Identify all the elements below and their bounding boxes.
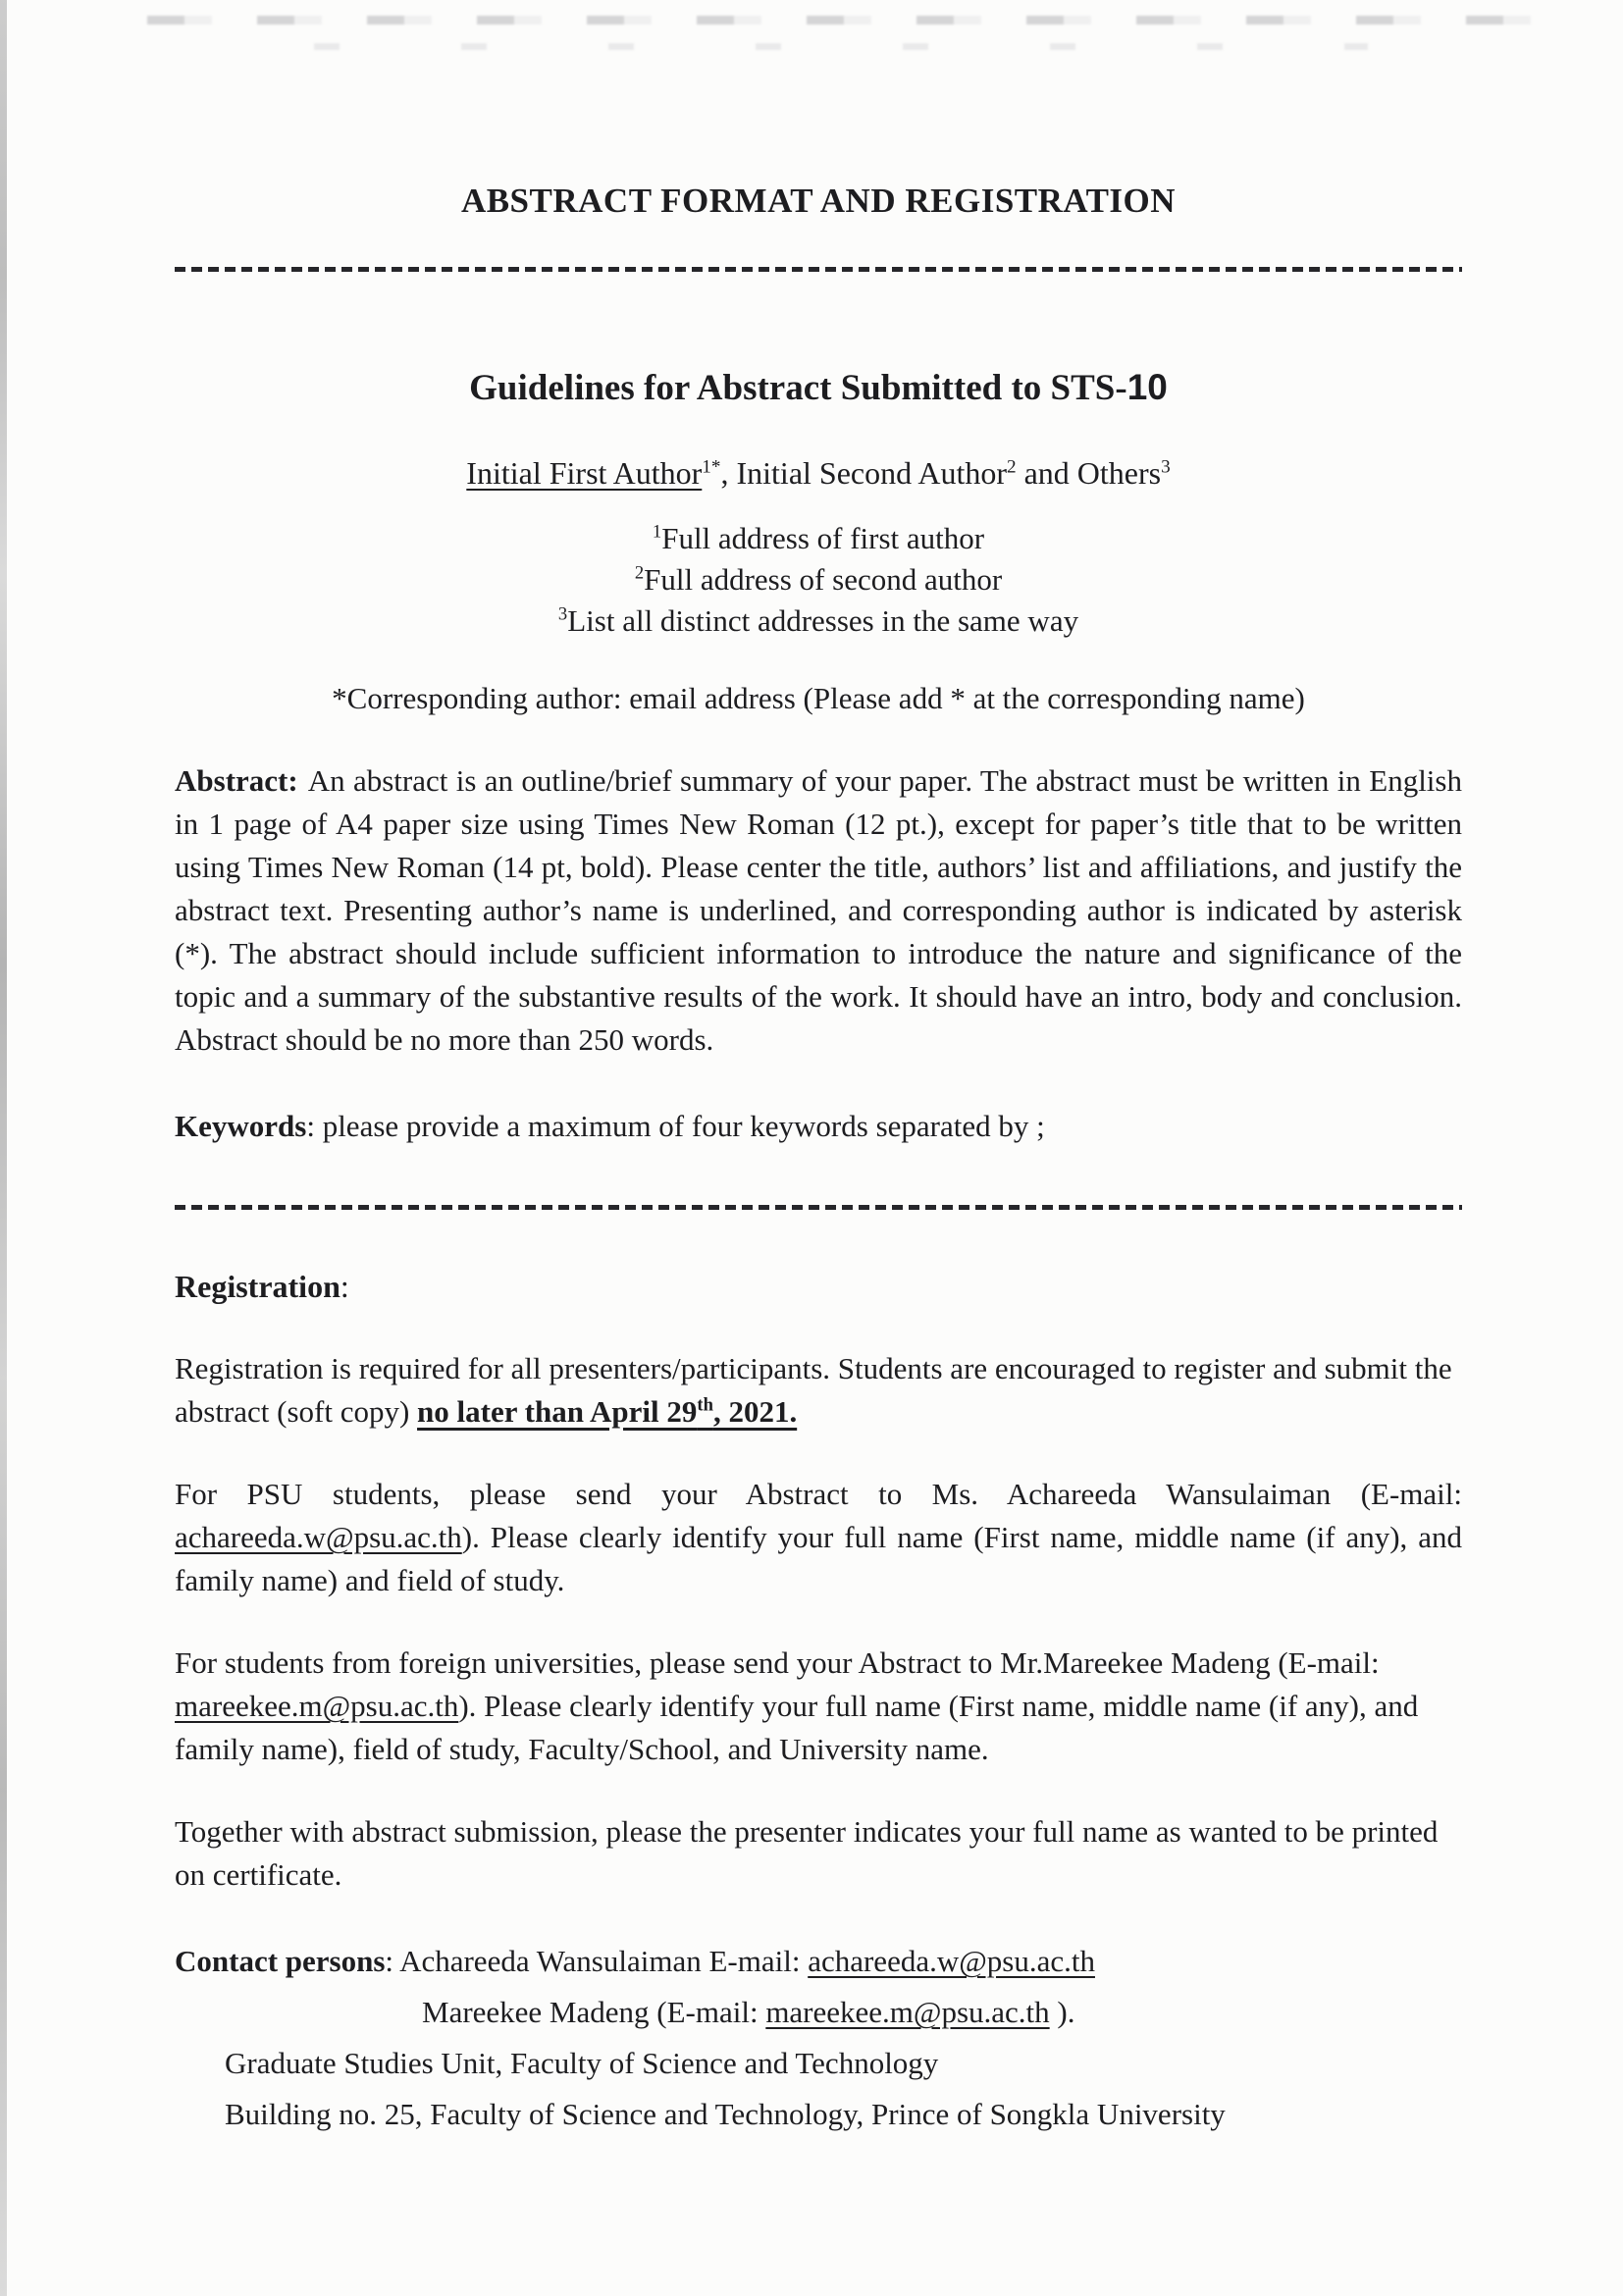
contact-person-2-email: mareekee.m@psu.ac.th <box>765 1995 1050 2029</box>
scan-left-edge-artifact <box>0 0 7 2296</box>
document-title: ABSTRACT FORMAT AND REGISTRATION <box>460 182 1177 220</box>
affiliation-1-superscript: 1 <box>652 521 662 543</box>
scan-top-smudge-artifact-2 <box>314 43 1368 50</box>
contact-persons-label: Contact persons <box>175 1944 386 1978</box>
registration-heading <box>175 1265 1462 1308</box>
registration-heading-colon: : <box>340 1269 349 1304</box>
registration-intro-text: Registration is required for all presenters/participants. Students are encouraged to register and submit the abstract (soft copy) <box>175 1351 1452 1429</box>
deadline-ordinal-superscript: th <box>697 1394 713 1416</box>
keywords-text: : please provide a maximum of four keywords separated by ; <box>306 1109 1045 1143</box>
keywords-label: Keywords <box>175 1109 307 1143</box>
affiliations-block <box>175 518 1462 642</box>
contact-unit-line: Graduate Studies Unit, Faculty of Science and Technology <box>225 2046 939 2080</box>
abstract-label: Abstract: <box>175 763 298 798</box>
registration-intro-paragraph <box>175 1347 1462 1434</box>
affiliation-line-3 <box>175 600 1462 642</box>
corresponding-author-note: *Corresponding author: email address (Please add * at the corresponding name) <box>332 681 1305 715</box>
contact-block <box>175 1936 1462 2140</box>
affiliation-line-1 <box>175 518 1462 559</box>
dashed-divider-middle <box>175 1205 1462 1210</box>
abstract-paragraph <box>175 759 1462 1062</box>
foreign-students-paragraph <box>175 1642 1462 1771</box>
authors-line <box>175 451 1462 495</box>
contact-person-2-text: Mareekee Madeng (E-mail: <box>422 1995 766 2029</box>
second-author-superscript: 2 <box>1007 456 1017 478</box>
contact-line-2 <box>175 1987 1462 2038</box>
affiliation-2-text: Full address of second author <box>644 562 1003 597</box>
psu-contact-email: achareeda.w@psu.ac.th <box>175 1520 462 1554</box>
contact-person-1-email: achareeda.w@psu.ac.th <box>808 1944 1095 1978</box>
abstract-text: An abstract is an outline/brief summary of your paper. The abstract must be written in English in 1 page of A4 paper size using Times New Roman (12 pt.), except for paper’s title that to be written using Times New Roman (14 pt, bold). Please center the title, authors’ list and affiliations, and justify the abstract text. Presenting author’s name is underlined, and corresponding author is indicated by asterisk (*). The abstract should include sufficient information to introduce the nature and significance of the topic and a summary of the substantive results of the work. It should have an intro, body and conclusion. Abstract should be no more than 250 words. <box>175 763 1462 1057</box>
contact-line-1 <box>175 1936 1462 1987</box>
guidelines-heading-main: Guidelines for Abstract Submitted to STS- <box>469 368 1127 408</box>
dashed-divider-top <box>175 267 1462 272</box>
contact-address-line: Building no. 25, Faculty of Science and Technology, Prince of Songkla University <box>225 2097 1226 2131</box>
foreign-instruction-text-2: ). Please clearly identify your full name (First name, middle name (if any), and family name), field of study, Faculty/School, and University name. <box>175 1689 1419 1766</box>
certificate-name-paragraph: Together with abstract submission, please the presenter indicates your full name as wanted to be printed on certificate. <box>175 1814 1439 1892</box>
first-author-superscript: 1* <box>702 456 721 478</box>
guidelines-heading <box>175 364 1462 412</box>
psu-instruction-text-2: ). Please clearly identify your full name (First name, middle name (if any), and family name) and field of study. <box>175 1520 1462 1597</box>
psu-students-paragraph <box>175 1473 1462 1602</box>
keywords-line <box>175 1105 1462 1148</box>
others-text: and Others <box>1016 455 1162 491</box>
affiliation-3-text: List all distinct addresses in the same way <box>567 603 1079 638</box>
contact-person-2-text-end: ). <box>1049 1995 1075 2029</box>
deadline-text-1: no later than April 29 <box>417 1394 698 1429</box>
guidelines-heading-number: 10 <box>1126 367 1168 407</box>
contact-person-1-text: : Achareeda Wansulaiman E-mail: <box>385 1944 809 1978</box>
second-author-name: , Initial Second Author <box>720 455 1007 491</box>
foreign-contact-email: mareekee.m@psu.ac.th <box>175 1689 459 1723</box>
registration-deadline <box>417 1394 797 1429</box>
scan-top-smudge-artifact <box>147 16 1554 25</box>
affiliation-2-superscript: 2 <box>634 562 645 584</box>
affiliation-line-2 <box>175 559 1462 600</box>
deadline-text-2: , 2021. <box>712 1394 798 1429</box>
first-author-name: Initial First Author <box>466 455 703 491</box>
foreign-instruction-text-1: For students from foreign universities, please send your Abstract to Mr.Mareekee Madeng (E-mail: <box>175 1645 1380 1680</box>
affiliation-1-text: Full address of first author <box>661 521 985 555</box>
registration-heading-word: Registration <box>175 1269 340 1304</box>
others-superscript: 3 <box>1161 456 1171 478</box>
psu-instruction-text-1: For PSU students, please send your Abstract to Ms. Achareeda Wansulaiman (E-mail: <box>175 1477 1462 1511</box>
affiliation-3-superscript: 3 <box>557 603 568 625</box>
